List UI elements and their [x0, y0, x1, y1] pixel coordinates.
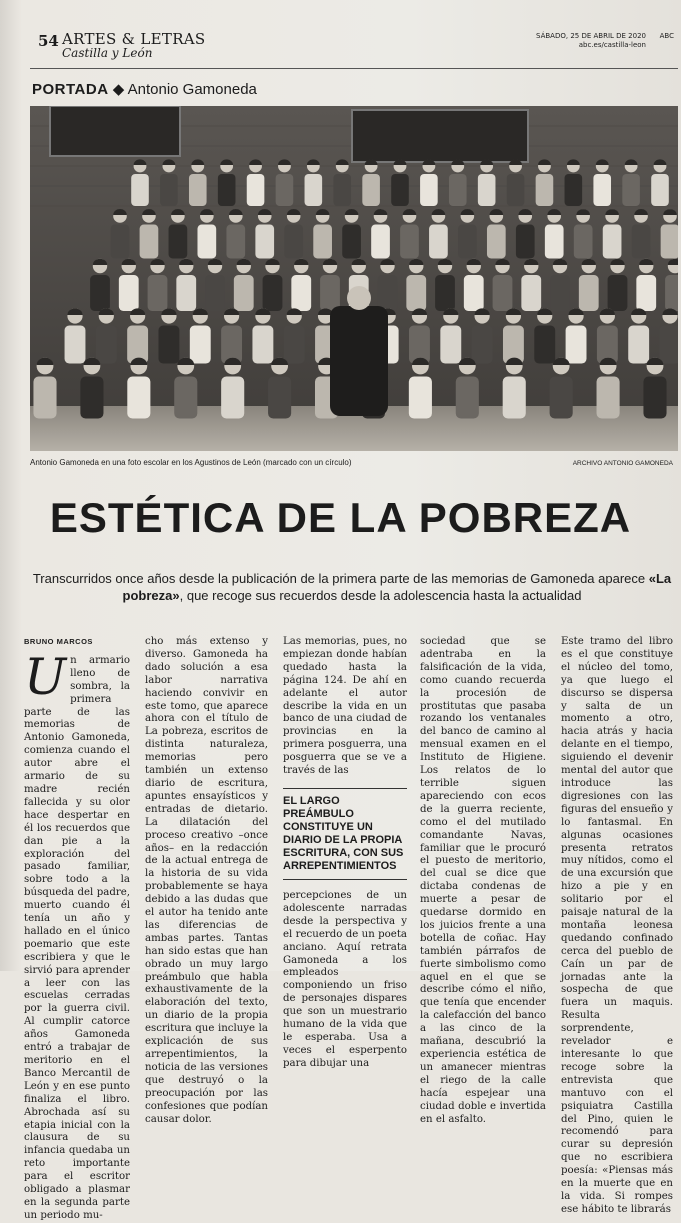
- page-header: [24, 30, 674, 64]
- column-3-text-a: Las memorias, pues, no empiezan donde habían quedado hasta la página 124. De ahí en adelante el autor describe la vida en un banco de una ciudad de provincias en la primera posguerra, una posguerra que se ve a través de las: [283, 636, 407, 777]
- student-figure: [550, 377, 573, 419]
- student-figure: [80, 377, 103, 419]
- student-figure: [608, 275, 628, 311]
- subheadline: [32, 570, 672, 604]
- student-figure: [603, 225, 622, 259]
- student-figure: [456, 377, 479, 419]
- kicker: [32, 80, 257, 98]
- student-figure: [406, 275, 426, 311]
- student-figure: [333, 174, 351, 206]
- student-figure: [247, 174, 265, 206]
- student-figure: [478, 174, 496, 206]
- student-figure: [458, 225, 477, 259]
- student-figure: [660, 326, 678, 364]
- dek-text-after: , que recoge sus recuerdos desde la adolescencia hasta la actualidad: [179, 588, 582, 603]
- student-figure: [218, 174, 236, 206]
- student-figure: [593, 174, 611, 206]
- student-figure: [305, 174, 323, 206]
- issue-date: SÁBADO, 25 DE ABRIL DE 2020: [536, 32, 646, 40]
- student-figure: [534, 326, 555, 364]
- student-figure: [284, 225, 303, 259]
- student-figure: [665, 275, 678, 311]
- student-figure: [197, 225, 216, 259]
- student-figure: [255, 225, 274, 259]
- pull-quote: EL LARGO PREÁMBULO CONSTITUYE UN DIARIO DE LA PROPIA ESCRITURA, CON SUS ARREPENTIMIENTOS: [283, 788, 407, 880]
- article-column-5: [561, 636, 673, 1217]
- article-column-2: [145, 636, 268, 1126]
- student-figure: [661, 225, 678, 259]
- student-figure: [507, 174, 525, 206]
- student-figure: [176, 275, 196, 311]
- student-figure: [487, 225, 506, 259]
- student-figure: [276, 174, 294, 206]
- column-5-text: Este tramo del libro es el que constituye el núcleo del tomo, ya que luego el discurso se dispersa y salta de un momento a otro, hacia atrás y hacia delante en el tiempo, siguiendo el devenir mental del autor que introduce las digresiones con las figuras del ensueño y lo fantasmal. En algunas ocasiones presenta retratos muy nítidos, como el de una excursión que hizo a pie y en solitario por el paisaje natural de la montaña leonesa quedando confinado cerca del pueblo de Caín un par de jornadas ante la sospecha de que fuera un maquis. Resulta sorprendente, revelador e interesante lo que recoge sobre la entrevista que mantuvo con el psiquiatra Castilla del Pino, quien le recomendó para curar su depresión que no escribiera poesía: «Piensas más en la muerte que en la vida. Si rompes ese hábito te librarás: [561, 636, 673, 1215]
- student-figure: [464, 275, 484, 311]
- student-figure: [174, 377, 197, 419]
- student-figure: [472, 326, 493, 364]
- kicker-label: PORTADA: [32, 81, 109, 98]
- student-figure: [622, 174, 640, 206]
- student-figure: [493, 275, 513, 311]
- student-figure: [127, 377, 150, 419]
- student-figure: [440, 326, 461, 364]
- student-figure: [420, 174, 438, 206]
- headline: ESTÉTICA DE LA POBREZA: [49, 494, 632, 541]
- student-figure: [291, 275, 311, 311]
- student-figure: [579, 275, 599, 311]
- student-figure: [190, 326, 211, 364]
- student-figure: [362, 174, 380, 206]
- student-figure: [545, 225, 564, 259]
- student-figure: [449, 174, 467, 206]
- section-name: ARTES & LETRAS: [62, 30, 206, 48]
- student-figure: [632, 225, 651, 259]
- student-figure: [158, 326, 179, 364]
- student-figure: [378, 275, 398, 311]
- student-figure: [503, 377, 526, 419]
- student-figure: [643, 377, 666, 419]
- site-url: abc.es/castilla-leon: [578, 41, 646, 49]
- student-figure: [429, 225, 448, 259]
- header-rule: [30, 68, 678, 69]
- student-figure: [252, 326, 273, 364]
- diamond-icon: ◆: [112, 81, 125, 98]
- student-figure: [160, 174, 178, 206]
- student-figure: [268, 377, 291, 419]
- student-figure: [33, 377, 56, 419]
- student-figure: [342, 225, 361, 259]
- student-figure: [226, 225, 245, 259]
- student-figure: [391, 174, 409, 206]
- student-figure: [131, 174, 149, 206]
- byline: BRUNO MARCOS: [24, 637, 93, 646]
- dek-text-before: Transcurridos once años desde la publicación de la primera parte de las memorias de Gamoneda aparece: [32, 571, 646, 586]
- student-figure: [521, 275, 541, 311]
- priest-head: [347, 286, 371, 310]
- student-figure: [597, 377, 620, 419]
- student-figure: [574, 225, 593, 259]
- student-figure: [234, 275, 254, 311]
- photo-credit: ARCHIVO ANTONIO GAMONEDA: [572, 460, 673, 467]
- student-figure: [119, 275, 139, 311]
- school-photo-image: [30, 106, 678, 451]
- student-figure: [550, 275, 570, 311]
- student-figure: [313, 225, 332, 259]
- photo-caption: Antonio Gamoneda en una foto escolar en los Agustinos de León (marcado con un círculo): [30, 458, 352, 467]
- student-figure: [320, 275, 340, 311]
- drop-cap: U: [24, 647, 67, 706]
- student-figure: [111, 225, 130, 259]
- student-figure: [565, 174, 583, 206]
- student-figure: [628, 326, 649, 364]
- student-figure: [221, 377, 244, 419]
- student-figure: [516, 225, 535, 259]
- student-figure: [435, 275, 455, 311]
- article-column-1: [24, 636, 130, 1223]
- student-figure: [636, 275, 656, 311]
- subsection-name: Castilla y León: [62, 46, 153, 60]
- student-figure: [651, 174, 669, 206]
- column-2-text: cho más extenso y diverso. Gamoneda ha dado solución a esa labor narrativa haciendo convivir en este tomo, que aparece ahora con el título de La pobreza, escritos de distinta naturaleza, memorias pero también un extenso diario de escritura, apuntes ensayísticos y entradas de dietario. La dilatación del proceso creativo –once años– en la redacción de la actual entrega de la historia de su vida probablemente se haya debido a las dudas que el autor ha tenido ante las diferencias de ambas partes. Tantas han sido estas que han obrado un muy largo preámbulo que habla exhaustivamente de la elaboración del texto, un diario de la propia escritura que incluye la explicación de sus arrepentimientos, la noticia de las versiones que destruyó o la preocupación por las confesiones que podían causar dolor.: [145, 636, 268, 1125]
- student-figure: [566, 326, 587, 364]
- priest-figure: [330, 306, 388, 416]
- column-1-text: n armario lleno de sombra, la primera parte de las memorias de Antonio Gamoneda, comienza cuando el autor abre el armario de su madre recién fallecida y su olor hace despertar en él los recuerdos que dan pie a la exploración del pasado familiar, sobre todo a la búsqueda del padre, muerto cuando él tenía un año y hallado en el único poemario que este escribiera y que le sirvió para aprender a leer con las escuelas cerradas por la guerra civil. Al cumplir catorce años Gamoneda entró a trabajar de meritorio en el Banco Mercantil de León y en ese punto finaliza el libro. Abrochada así su etapia inicial con la clausura de su infancia quedaba un reto importante para el escritor obligado a plasmar en la segunda parte un periodo mu-: [24, 654, 130, 1221]
- student-figure: [90, 275, 110, 311]
- student-figure: [169, 225, 188, 259]
- student-figure: [140, 225, 159, 259]
- kicker-name: Antonio Gamoneda: [127, 81, 257, 98]
- student-figure: [96, 326, 117, 364]
- article-column-3: [283, 636, 407, 1071]
- student-figure: [409, 377, 432, 419]
- column-4-text: sociedad que se adentraba en la falsificación de la vida, como cuando recuerda la procesión de prostitutas que pasaba rozando los ventanales del banco de camino al mensual examen en el Instituto de Higiene. Los relatos de lo terrible siguen apareciendo con ecos de la guerra reciente, como el del mutilado comandante Navas, familiar que le procuró el puesto de meritorio, del cual se dice que dictaba condenas de muerte a pesar de quedarse dormido en los juicios frente a una botella de coñac. Hay también párrafos de fuerte simbolismo como aquel en el que se describe cómo el niño, que tenía que encender la calefacción del banco a las cinco de la mañana, descubrió la experiencia estética de un amanecer mientras el riego de la calle hacía espejear una ciudad doble e invertida en el asfalto.: [420, 636, 546, 1125]
- student-figure: [371, 225, 390, 259]
- student-figure: [263, 275, 283, 311]
- student-figure: [205, 275, 225, 311]
- page-number: 54: [38, 32, 59, 50]
- student-figure: [189, 174, 207, 206]
- student-figure: [65, 326, 86, 364]
- student-figure: [400, 225, 419, 259]
- masthead-fragment: ABC: [659, 32, 674, 40]
- student-figure: [536, 174, 554, 206]
- school-photo: [30, 106, 678, 451]
- student-figure: [284, 326, 305, 364]
- student-figure: [148, 275, 168, 311]
- article-column-4: [420, 636, 546, 1126]
- column-3-text-b: percepciones de un adolescente narradas desde la perspectiva y el recuerdo de un poeta anciano. Aquí retrata Gamoneda a los empleados componiendo un friso de personajes dispares que son un muestrario humano de la vida que le esperaba. Usa a veces el esperpento para dibujar una: [283, 889, 407, 1069]
- dek-book-title: «La pobreza»: [122, 571, 672, 603]
